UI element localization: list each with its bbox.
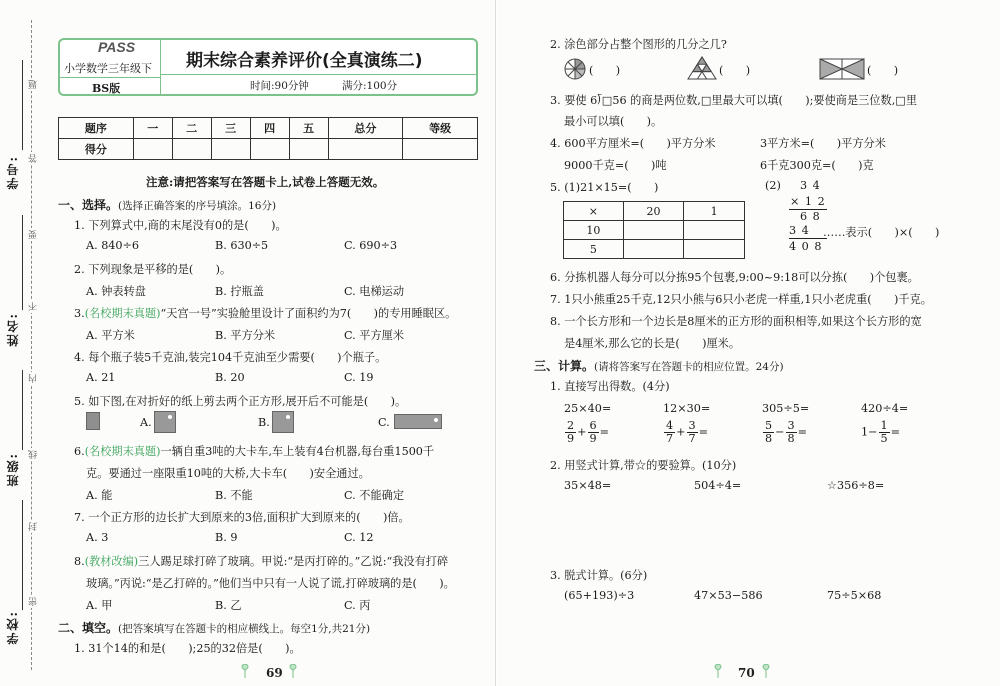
- student-id-label: 学号:: [6, 155, 20, 190]
- question-2-1: 1. 31个14的和是( );25的32倍是( )。: [74, 642, 301, 655]
- binding-mark: 要: [29, 230, 39, 239]
- option-a[interactable]: A. 能: [86, 489, 113, 502]
- binding-mark: 不: [29, 302, 39, 311]
- section-3-title: 三、计算。(请将答案写在答题卡的相应位置。24分): [534, 359, 784, 373]
- fraction-calc: $\frac{2}{9}$ + $\frac{6}{9}$ =: [567, 419, 609, 445]
- table-cell: 1: [684, 202, 745, 221]
- table-cell: 10: [564, 221, 624, 240]
- stepwise-calc: 75÷5×68: [827, 589, 882, 602]
- question-2-4c: 9000千克=( )吨: [564, 159, 667, 172]
- question-1-8-line2: 玻璃。”丙说:“是乙打碎的。”他们当中只有一人说了谎,打碎玻璃的是( )。: [86, 577, 455, 590]
- option-b[interactable]: B. 平方分米: [215, 329, 276, 342]
- score-cell[interactable]: [328, 139, 403, 160]
- binding-mark: 密: [29, 597, 39, 606]
- option-b[interactable]: B. 20: [215, 371, 245, 384]
- vertical-calc: 504÷4=: [694, 479, 742, 492]
- vertical-mult-line: 6 8: [800, 210, 821, 223]
- table-input-cell[interactable]: [623, 240, 684, 259]
- question-1-1: 1. 下列算式中,商的末尾没有0的是( )。: [74, 219, 287, 232]
- score-cell[interactable]: [133, 139, 172, 160]
- vertical-calc: ☆356÷8=: [827, 479, 885, 492]
- question-1-6: 6.(名校期末真题)一辆自重3吨的大卡车,车上装有4台机器,每台重1500千: [74, 445, 435, 458]
- table-cell: ×: [564, 202, 624, 221]
- question-2-3-line2: 最小可以填( )。: [564, 115, 663, 128]
- exam-header: [58, 38, 478, 96]
- table-row: [564, 221, 745, 240]
- direct-calc: 305÷5=: [762, 402, 810, 415]
- exam-score: 满分:100分: [342, 80, 398, 92]
- option-a[interactable]: A. 840÷6: [86, 239, 140, 252]
- score-table: [58, 117, 478, 160]
- option-c[interactable]: C. 12: [344, 531, 374, 544]
- fraction-calc: 1− $\frac{1}{5}$ =: [861, 419, 900, 445]
- direct-calc: 25×40=: [564, 402, 612, 415]
- option-a[interactable]: A.: [140, 416, 152, 429]
- table-header-cell: 四: [250, 118, 289, 139]
- table-input-cell[interactable]: [684, 221, 745, 240]
- leaf-icon: [761, 664, 771, 678]
- question-1-6-line2: 克。要通过一座限重10吨的大桥,大卡车( )安全通过。: [86, 467, 370, 480]
- class-label: 班级:: [6, 452, 20, 487]
- unfolded-paper-b-image: [272, 411, 294, 433]
- answer-blank[interactable]: ( ): [589, 64, 621, 77]
- question-2-8-line2: 是4厘米,那么它的长是( )厘米。: [564, 337, 741, 350]
- option-a[interactable]: A. 平方米: [86, 329, 135, 342]
- stepwise-calc: (65+193)÷3: [564, 589, 635, 602]
- table-header-cell: 一: [133, 118, 172, 139]
- exam-time: 时间:90分钟: [250, 80, 309, 92]
- binding-mark: 封: [29, 522, 39, 531]
- page-number-left: 69: [266, 666, 283, 680]
- binding-mark: 题: [29, 80, 39, 89]
- option-b[interactable]: B. 630÷5: [215, 239, 269, 252]
- vertical-mult-note: ……表示( )×( ): [823, 226, 940, 239]
- left-page: [0, 0, 496, 686]
- table-cell: 5: [564, 240, 624, 259]
- vertical-mult-rule: [789, 238, 827, 239]
- question-2-7: 7. 1只小熊重25千克,12只小熊与6只小老虎一样重,1只小老虎重( )千克。: [550, 293, 932, 306]
- option-c[interactable]: C. 不能确定: [344, 489, 405, 502]
- header-divider: [160, 40, 161, 94]
- question-1-4: 4. 每个瓶子装5千克油,装完104千克油至少需要( )个瓶子。: [74, 351, 387, 364]
- multiplication-table: [563, 201, 745, 259]
- option-b[interactable]: B. 乙: [215, 599, 242, 612]
- question-2-4b: 3平方米=( )平方分米: [760, 137, 886, 150]
- vertical-mult-line: × 1 2: [790, 195, 826, 208]
- right-page: [497, 0, 1000, 686]
- binding-mark: 答: [29, 154, 39, 163]
- option-c[interactable]: C. 19: [344, 371, 374, 384]
- score-row-label: 得分: [59, 139, 134, 160]
- name-label: 姓名:: [6, 312, 20, 347]
- question-1-7: 7. 一个正方形的边长扩大到原来的3倍,面积扩大到原来的( )倍。: [74, 511, 410, 524]
- question-1-2: 2. 下列现象是平移的是( )。: [74, 263, 232, 276]
- binding-line: [22, 500, 23, 610]
- table-input-cell[interactable]: [684, 240, 745, 259]
- score-cell[interactable]: [250, 139, 289, 160]
- table-header-cell: 二: [172, 118, 211, 139]
- binding-mark: 线: [29, 450, 39, 459]
- question-3-3: 3. 脱式计算。(6分): [550, 569, 648, 582]
- table-cell: 20: [623, 202, 684, 221]
- unfolded-paper-a-image: [154, 411, 176, 433]
- table-row: [564, 202, 745, 221]
- question-2-3: 3. 要使 6⟌□56 的商是两位数,□里最大可以填( );要使商是三位数,□里: [550, 94, 918, 107]
- question-2-8: 8. 一个长方形和一个边长是8厘米的正方形的面积相等,如果这个长方形的宽: [550, 315, 922, 328]
- vertical-mult-line: 3 4: [800, 179, 821, 192]
- table-header-cell: 三: [211, 118, 250, 139]
- question-2-5-1: 5. (1)21×15=( ): [550, 181, 659, 194]
- option-b[interactable]: B. 不能: [215, 489, 253, 502]
- grade-label: 小学数学三年级下: [64, 62, 152, 75]
- binding-mark: 内: [29, 374, 39, 383]
- option-b[interactable]: B. 9: [215, 531, 238, 544]
- header-divider: [160, 74, 476, 75]
- section-1-title: 一、选择。(选择正确答案的序号填涂。16分): [58, 198, 277, 212]
- direct-calc: 12×30=: [663, 402, 711, 415]
- question-3-2: 2. 用竖式计算,带☆的要验算。(10分): [550, 459, 737, 472]
- question-2-6: 6. 分拣机器人每分可以分拣95个包裹,9:00~9:18可以分拣( )个包裹。: [550, 271, 919, 284]
- option-c[interactable]: C. 平方厘米: [344, 329, 405, 342]
- question-1-8: 8.(教材改编)三人踢足球打碎了玻璃。甲说:“是丙打碎的。”乙说:“我没有打碎: [74, 555, 449, 568]
- stepwise-calc: 47×53−586: [694, 589, 763, 602]
- school-label: 学校:: [6, 610, 20, 645]
- folded-paper-image: [86, 412, 100, 430]
- score-cell[interactable]: [289, 139, 328, 160]
- table-input-cell[interactable]: [623, 221, 684, 240]
- leaf-icon: [713, 664, 723, 678]
- fraction-calc: $\frac{5}{8}$ − $\frac{3}{8}$ =: [765, 419, 807, 445]
- option-a[interactable]: A. 钟表转盘: [86, 285, 146, 298]
- question-2-5-2-label: (2): [765, 179, 781, 192]
- binding-dashed-line: [31, 20, 32, 670]
- vertical-mult-line: 3 4: [789, 224, 810, 237]
- leaf-icon: [240, 664, 250, 678]
- question-1-5: 5. 如下图,在对折好的纸上剪去两个正方形,展开后不可能是( )。: [74, 395, 407, 408]
- option-b[interactable]: B. 拧瓶盖: [215, 285, 264, 298]
- page-number-right: 70: [738, 666, 755, 680]
- table-header-cell: 题序: [59, 118, 134, 139]
- table-row: [59, 118, 478, 139]
- binding-line: [22, 60, 23, 150]
- score-cell[interactable]: [172, 139, 211, 160]
- section-2-title: 二、填空。(把答案填写在答题卡的相应横线上。每空1分,共21分): [58, 621, 371, 635]
- pass-logo: PASS: [98, 39, 136, 55]
- table-row: [564, 240, 745, 259]
- fraction-calc: $\frac{4}{7}$ + $\frac{3}{7}$ =: [666, 419, 708, 445]
- table-header-cell: 总分: [328, 118, 403, 139]
- option-a[interactable]: A. 3: [86, 531, 109, 544]
- circle-fraction-figure: [564, 58, 586, 80]
- header-divider: [60, 77, 160, 78]
- answer-blank[interactable]: ( ): [719, 64, 751, 77]
- question-2-4d: 6千克300克=( )克: [760, 159, 874, 172]
- table-header-cell: 五: [289, 118, 328, 139]
- triangle-fraction-figure: [687, 56, 717, 80]
- unfolded-paper-c-image: [394, 414, 442, 429]
- vertical-mult-line: 4 0 8: [789, 240, 823, 253]
- option-c[interactable]: C. 690÷3: [344, 239, 398, 252]
- edition-label: BS版: [92, 82, 121, 95]
- option-c[interactable]: C. 电梯运动: [344, 285, 405, 298]
- option-c[interactable]: C.: [378, 416, 390, 429]
- question-3-1: 1. 直接写出得数。(4分): [550, 380, 670, 393]
- answer-notice: 注意:请把答案写在答题卡上,试卷上答题无效。: [146, 175, 385, 189]
- question-2-4a: 4. 600平方厘米=( )平方分米: [550, 137, 716, 150]
- question-2-2: 2. 涂色部分占整个图形的几分之几?: [550, 38, 727, 51]
- vertical-calc: 35×48=: [564, 479, 612, 492]
- table-header-cell: 等级: [403, 118, 478, 139]
- option-b[interactable]: B.: [258, 416, 270, 429]
- question-1-3: 3.(名校期末真题)“天宫一号”实验舱里设计了面积约为7( )的专用睡眠区。: [74, 307, 457, 320]
- rectangle-fraction-figure: [819, 58, 865, 80]
- direct-calc: 420÷4=: [861, 402, 909, 415]
- option-a[interactable]: A. 甲: [86, 599, 113, 612]
- binding-line: [22, 215, 23, 310]
- option-a[interactable]: A. 21: [86, 371, 116, 384]
- exam-title: 期末综合素养评价(全真演练二): [186, 51, 423, 71]
- leaf-icon: [288, 664, 298, 678]
- score-cell[interactable]: [211, 139, 250, 160]
- score-cell[interactable]: [403, 139, 478, 160]
- binding-line: [22, 370, 23, 450]
- table-row: [59, 139, 478, 160]
- option-c[interactable]: C. 丙: [344, 599, 371, 612]
- answer-blank[interactable]: ( ): [867, 64, 899, 77]
